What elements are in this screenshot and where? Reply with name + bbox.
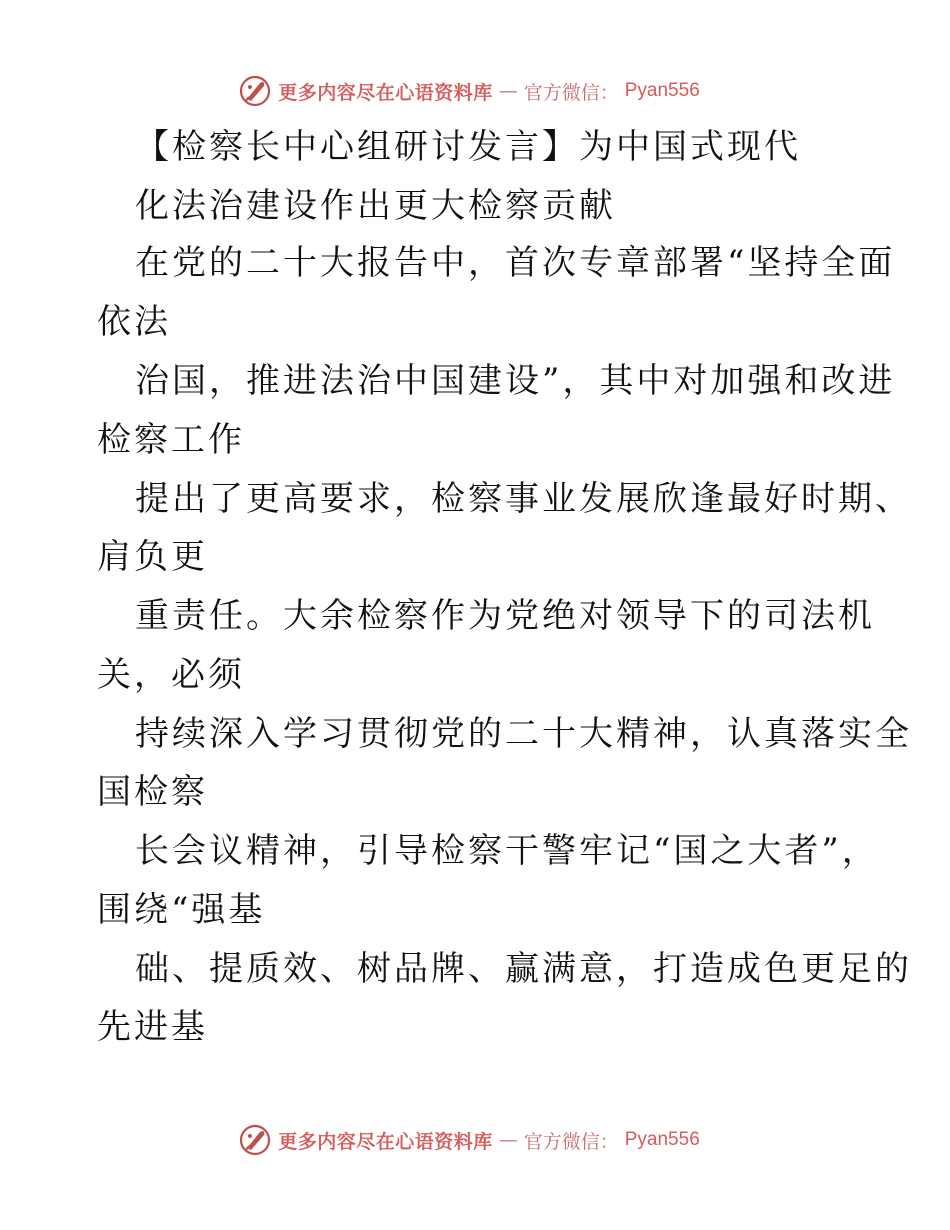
watermark-wechat-label: 官方微信： — [523, 81, 619, 104]
paragraph-line: 依法 — [97, 302, 171, 342]
paragraph-line: 提出了更高要求，检察事业发展欣逢最好时期、 — [135, 479, 912, 519]
header-watermark — [0, 71, 950, 111]
paragraph-line: 国检察 — [97, 772, 208, 812]
watermark-brand-text: 更多内容尽在心语资料库 — [278, 1130, 493, 1153]
watermark-brand-text: 更多内容尽在心语资料库 — [278, 81, 493, 104]
paragraph-line: 治国，推进法治中国建设”，其中对加强和改进 — [135, 361, 896, 401]
paragraph-line: 重责任。大余检察作为党绝对领导下的司法机 — [135, 596, 875, 636]
paragraph-line: 关，必须 — [97, 655, 245, 695]
watermark-wechat-label: 官方微信： — [523, 1130, 619, 1153]
paragraph-line: 肩负更 — [97, 537, 208, 577]
watermark-wechat-id: Pyan556 — [624, 80, 700, 101]
paragraph-line: 长会议精神，引导检察干警牢记“国之大者”， — [135, 831, 879, 871]
paragraph-line: 检察工作 — [97, 420, 245, 460]
footer-watermark — [0, 1120, 950, 1160]
paragraph-line: 先进基 — [97, 1007, 208, 1047]
watermark-dash: — — [498, 1129, 518, 1151]
quill-pen-logo-icon — [238, 74, 272, 108]
document-title-line-1: 【检察长中心组研讨发言】为中国式现代 — [135, 127, 801, 167]
quill-pen-logo-icon — [238, 1123, 272, 1157]
paragraph-line: 础、提质效、树品牌、赢满意，打造成色更足的 — [135, 949, 912, 989]
paragraph-line: 在党的二十大报告中，首次专章部署“坚持全面 — [135, 243, 896, 283]
watermark-wechat-id: Pyan556 — [624, 1129, 700, 1150]
watermark-dash: — — [498, 80, 518, 102]
paragraph-line: 围绕“强基 — [97, 890, 266, 930]
document-title-line-2: 化法治建设作出更大检察贡献 — [135, 186, 616, 226]
paragraph-line: 持续深入学习贯彻党的二十大精神，认真落实全 — [135, 714, 912, 754]
